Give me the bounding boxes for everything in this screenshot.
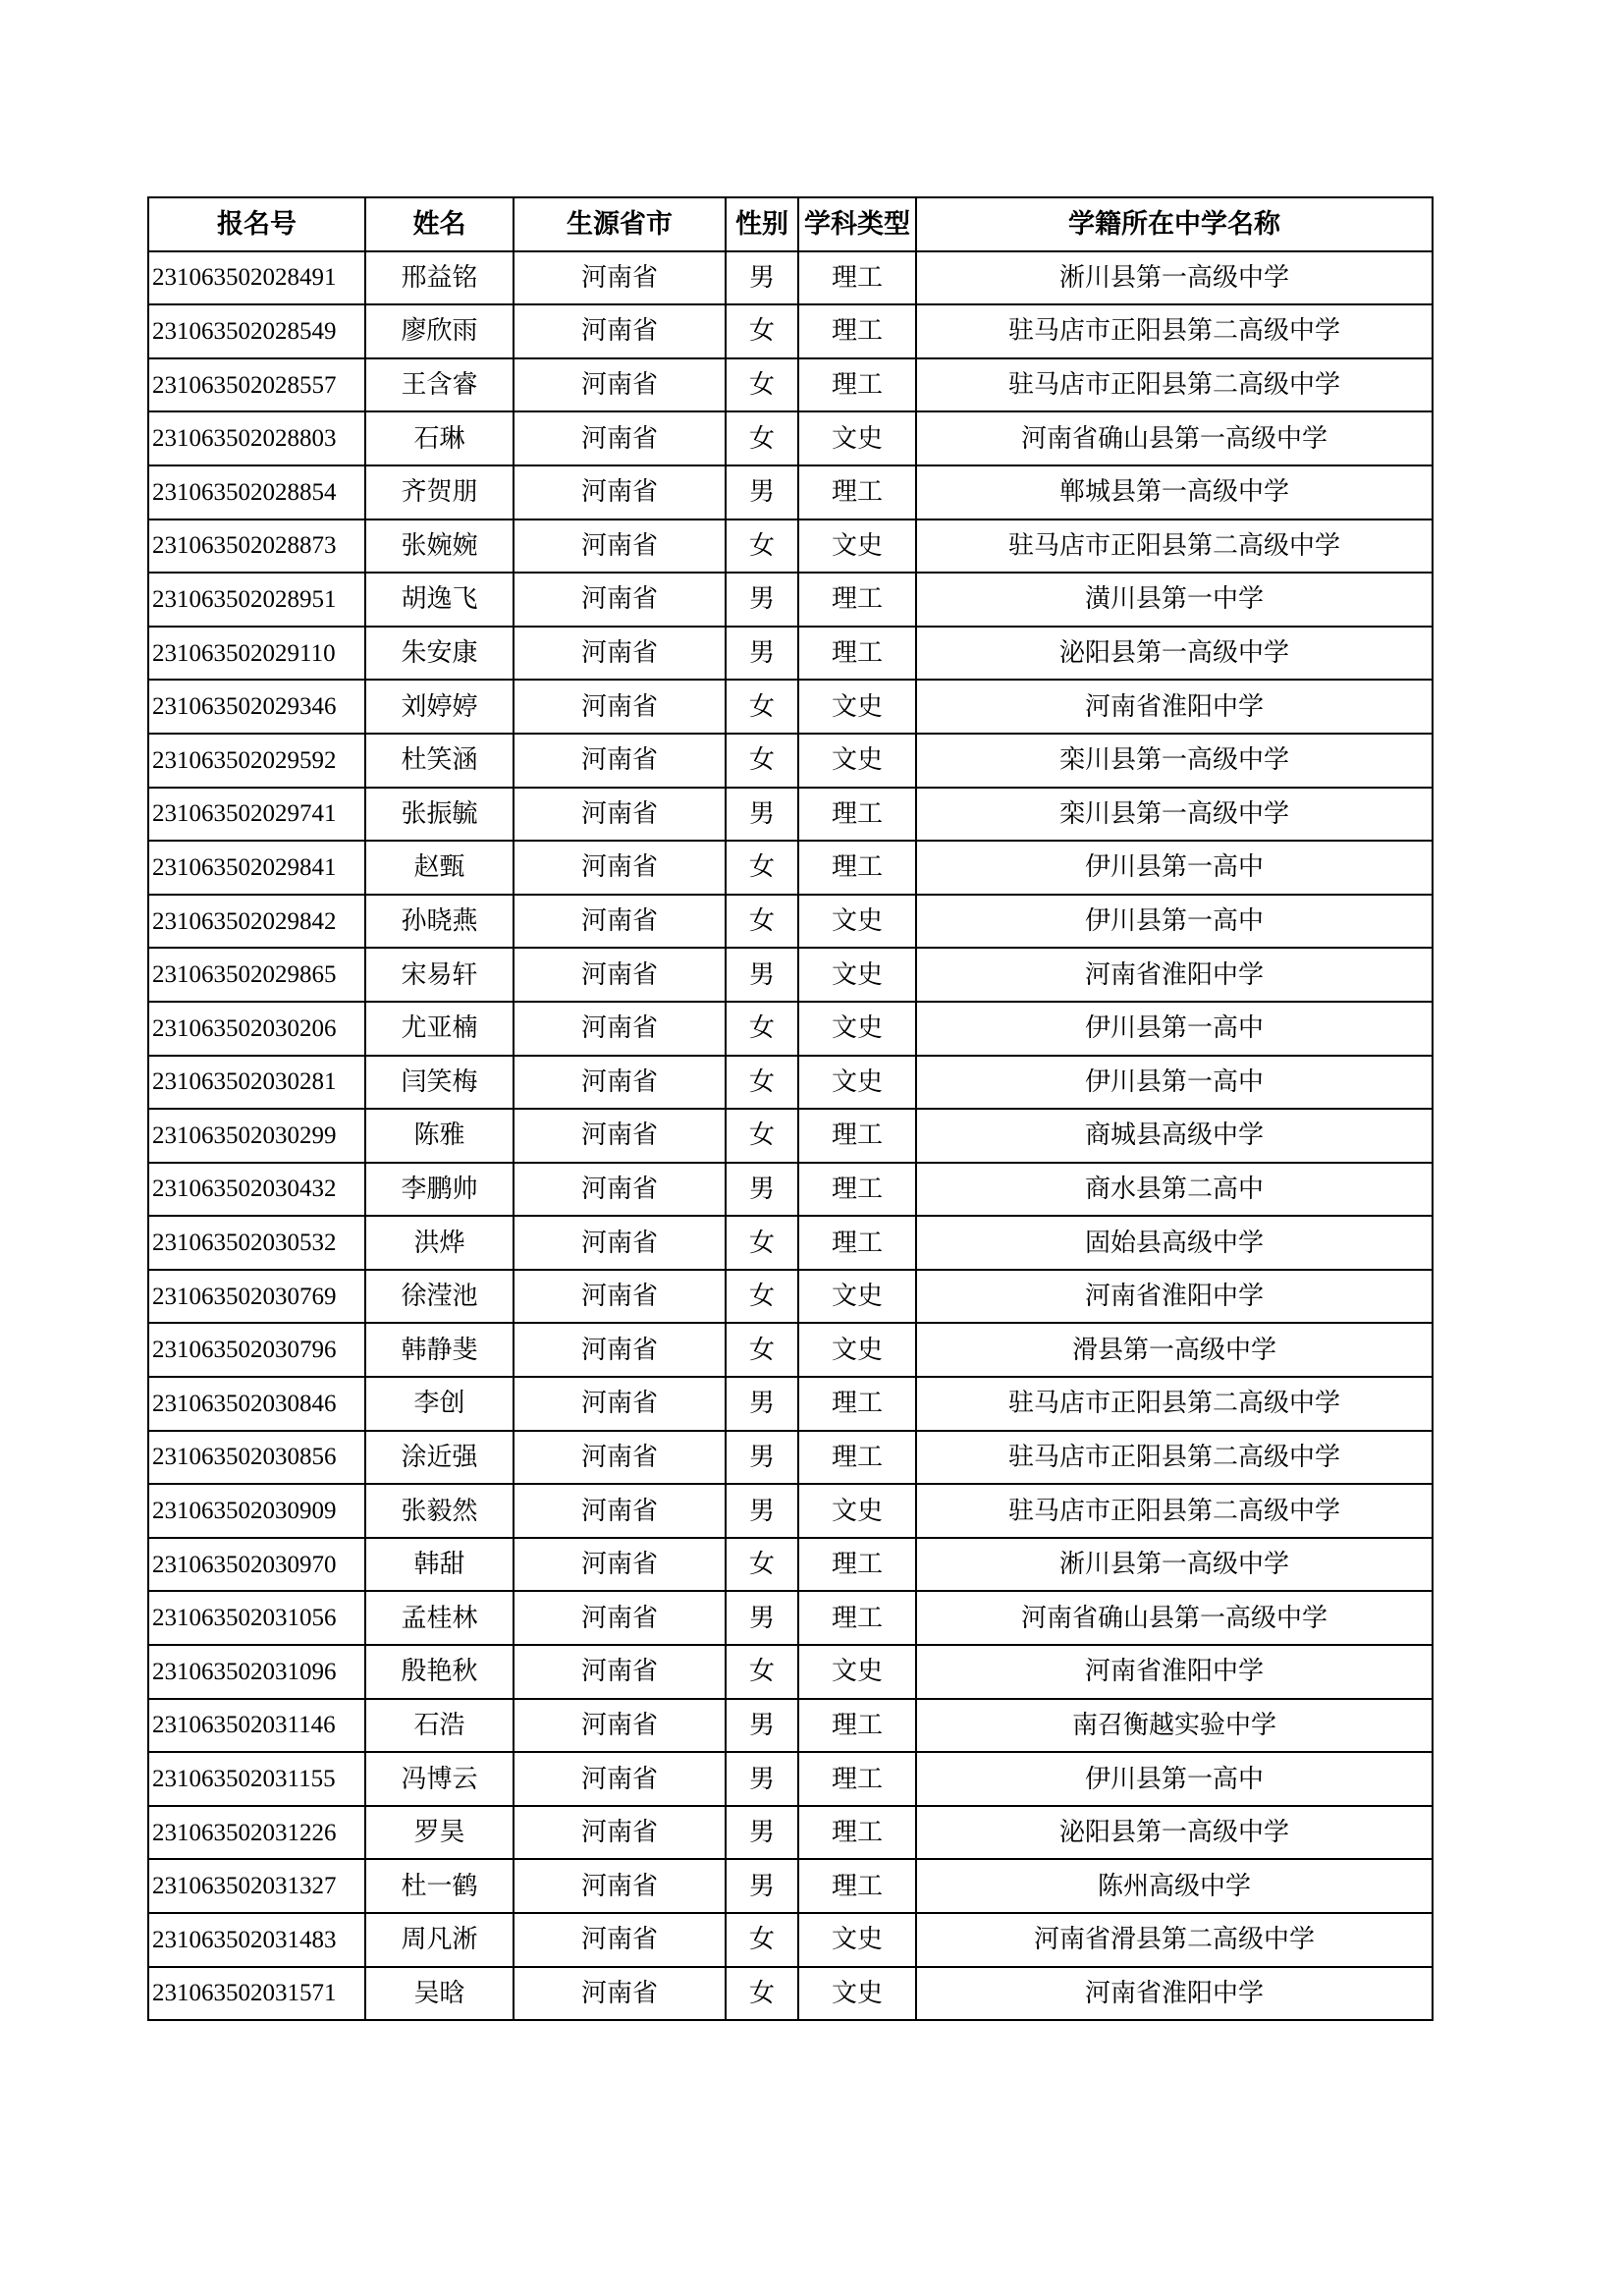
subject-type-cell: 理工: [798, 1377, 916, 1431]
student-name-cell: 冯博云: [365, 1752, 514, 1806]
high-school-cell: 商水县第二高中: [916, 1163, 1433, 1217]
subject-type-cell: 理工: [798, 1109, 916, 1163]
registration-number-cell: 231063502031571: [148, 1967, 365, 2021]
origin-province-cell: 河南省: [514, 680, 726, 734]
student-name-cell: 罗昊: [365, 1806, 514, 1860]
subject-type-cell: 理工: [798, 1699, 916, 1753]
origin-province-cell: 河南省: [514, 519, 726, 574]
subject-type-cell: 理工: [798, 1806, 916, 1860]
high-school-cell: 伊川县第一高中: [916, 895, 1433, 949]
registration-number-cell: 231063502030846: [148, 1377, 365, 1431]
high-school-cell: 河南省淮阳中学: [916, 948, 1433, 1002]
registration-number-cell: 231063502031096: [148, 1645, 365, 1699]
table-row: [148, 627, 1433, 681]
table-row: [148, 1484, 1433, 1538]
gender-cell: 男: [726, 1699, 798, 1753]
subject-type-cell: 理工: [798, 1859, 916, 1913]
subject-type-cell: 理工: [798, 841, 916, 895]
origin-province-cell: 河南省: [514, 1645, 726, 1699]
subject-type-cell: 理工: [798, 788, 916, 842]
table-row: [148, 1752, 1433, 1806]
table-row: [148, 573, 1433, 627]
gender-cell: 女: [726, 1967, 798, 2021]
origin-province-cell: 河南省: [514, 1484, 726, 1538]
subject-type-cell: 理工: [798, 1591, 916, 1645]
registration-number-cell: 231063502029842: [148, 895, 365, 949]
student-name-cell: 闫笑梅: [365, 1056, 514, 1110]
student-name-cell: 廖欣雨: [365, 304, 514, 358]
table-row: [148, 1859, 1433, 1913]
origin-province-cell: 河南省: [514, 1752, 726, 1806]
header-origin-province: 生源省市: [514, 197, 726, 251]
registration-number-cell: 231063502031155: [148, 1752, 365, 1806]
table-row: [148, 895, 1433, 949]
table-row: [148, 358, 1433, 412]
gender-cell: 女: [726, 1645, 798, 1699]
high-school-cell: 栾川县第一高级中学: [916, 788, 1433, 842]
subject-type-cell: 理工: [798, 1538, 916, 1592]
registration-number-cell: 231063502029110: [148, 627, 365, 681]
table-row: [148, 304, 1433, 358]
student-name-cell: 涂近强: [365, 1431, 514, 1485]
origin-province-cell: 河南省: [514, 1591, 726, 1645]
student-name-cell: 尤亚楠: [365, 1002, 514, 1056]
origin-province-cell: 河南省: [514, 1806, 726, 1860]
subject-type-cell: 文史: [798, 1323, 916, 1377]
student-name-cell: 张婉婉: [365, 519, 514, 574]
high-school-cell: 固始县高级中学: [916, 1216, 1433, 1270]
student-roster-table: [147, 196, 1434, 2021]
subject-type-cell: 理工: [798, 1431, 916, 1485]
registration-number-cell: 231063502030970: [148, 1538, 365, 1592]
student-name-cell: 周凡淅: [365, 1913, 514, 1967]
origin-province-cell: 河南省: [514, 1913, 726, 1967]
origin-province-cell: 河南省: [514, 788, 726, 842]
gender-cell: 女: [726, 1216, 798, 1270]
subject-type-cell: 文史: [798, 1913, 916, 1967]
table-row: [148, 1377, 1433, 1431]
gender-cell: 女: [726, 1538, 798, 1592]
student-name-cell: 洪烨: [365, 1216, 514, 1270]
origin-province-cell: 河南省: [514, 251, 726, 305]
high-school-cell: 伊川县第一高中: [916, 1002, 1433, 1056]
registration-number-cell: 231063502030299: [148, 1109, 365, 1163]
gender-cell: 男: [726, 1806, 798, 1860]
table-row: [148, 251, 1433, 305]
high-school-cell: 驻马店市正阳县第二高级中学: [916, 304, 1433, 358]
origin-province-cell: 河南省: [514, 1216, 726, 1270]
table-row: [148, 788, 1433, 842]
registration-number-cell: 231063502030532: [148, 1216, 365, 1270]
subject-type-cell: 理工: [798, 573, 916, 627]
student-name-cell: 陈雅: [365, 1109, 514, 1163]
high-school-cell: 驻马店市正阳县第二高级中学: [916, 1377, 1433, 1431]
registration-number-cell: 231063502031327: [148, 1859, 365, 1913]
gender-cell: 女: [726, 304, 798, 358]
header-high-school: 学籍所在中学名称: [916, 197, 1433, 251]
origin-province-cell: 河南省: [514, 627, 726, 681]
gender-cell: 女: [726, 358, 798, 412]
high-school-cell: 淅川县第一高级中学: [916, 251, 1433, 305]
registration-number-cell: 231063502030206: [148, 1002, 365, 1056]
subject-type-cell: 文史: [798, 680, 916, 734]
gender-cell: 男: [726, 251, 798, 305]
high-school-cell: 河南省淮阳中学: [916, 1967, 1433, 2021]
origin-province-cell: 河南省: [514, 304, 726, 358]
subject-type-cell: 文史: [798, 519, 916, 574]
gender-cell: 男: [726, 1591, 798, 1645]
high-school-cell: 郸城县第一高级中学: [916, 465, 1433, 519]
subject-type-cell: 理工: [798, 1752, 916, 1806]
table-row: [148, 841, 1433, 895]
origin-province-cell: 河南省: [514, 895, 726, 949]
table-row: [148, 1967, 1433, 2021]
student-name-cell: 石琳: [365, 411, 514, 465]
origin-province-cell: 河南省: [514, 841, 726, 895]
student-name-cell: 吴晗: [365, 1967, 514, 2021]
gender-cell: 女: [726, 519, 798, 574]
subject-type-cell: 文史: [798, 1484, 916, 1538]
table-row: [148, 1538, 1433, 1592]
origin-province-cell: 河南省: [514, 734, 726, 788]
origin-province-cell: 河南省: [514, 1699, 726, 1753]
student-name-cell: 殷艳秋: [365, 1645, 514, 1699]
high-school-cell: 河南省淮阳中学: [916, 1270, 1433, 1324]
gender-cell: 男: [726, 1752, 798, 1806]
high-school-cell: 伊川县第一高中: [916, 841, 1433, 895]
subject-type-cell: 理工: [798, 627, 916, 681]
subject-type-cell: 文史: [798, 1967, 916, 2021]
subject-type-cell: 文史: [798, 948, 916, 1002]
subject-type-cell: 理工: [798, 358, 916, 412]
table-row: [148, 1913, 1433, 1967]
high-school-cell: 伊川县第一高中: [916, 1752, 1433, 1806]
student-name-cell: 宋易轩: [365, 948, 514, 1002]
registration-number-cell: 231063502030281: [148, 1056, 365, 1110]
high-school-cell: 驻马店市正阳县第二高级中学: [916, 1431, 1433, 1485]
table-row: [148, 1216, 1433, 1270]
high-school-cell: 河南省确山县第一高级中学: [916, 1591, 1433, 1645]
gender-cell: 女: [726, 895, 798, 949]
student-name-cell: 赵甄: [365, 841, 514, 895]
high-school-cell: 驻马店市正阳县第二高级中学: [916, 358, 1433, 412]
gender-cell: 男: [726, 573, 798, 627]
origin-province-cell: 河南省: [514, 948, 726, 1002]
registration-number-cell: 231063502028491: [148, 251, 365, 305]
high-school-cell: 栾川县第一高级中学: [916, 734, 1433, 788]
table-row: [148, 465, 1433, 519]
high-school-cell: 陈州高级中学: [916, 1859, 1433, 1913]
origin-province-cell: 河南省: [514, 358, 726, 412]
gender-cell: 女: [726, 1913, 798, 1967]
origin-province-cell: 河南省: [514, 1056, 726, 1110]
gender-cell: 女: [726, 1109, 798, 1163]
high-school-cell: 驻马店市正阳县第二高级中学: [916, 519, 1433, 574]
origin-province-cell: 河南省: [514, 1538, 726, 1592]
gender-cell: 女: [726, 1323, 798, 1377]
registration-number-cell: 231063502030769: [148, 1270, 365, 1324]
registration-number-cell: 231063502029592: [148, 734, 365, 788]
registration-number-cell: 231063502029841: [148, 841, 365, 895]
high-school-cell: 河南省淮阳中学: [916, 680, 1433, 734]
student-name-cell: 徐滢池: [365, 1270, 514, 1324]
gender-cell: 男: [726, 1377, 798, 1431]
registration-number-cell: 231063502028803: [148, 411, 365, 465]
gender-cell: 女: [726, 1056, 798, 1110]
origin-province-cell: 河南省: [514, 465, 726, 519]
gender-cell: 女: [726, 841, 798, 895]
gender-cell: 男: [726, 1163, 798, 1217]
registration-number-cell: 231063502030796: [148, 1323, 365, 1377]
table-row: [148, 519, 1433, 574]
header-gender: 性别: [726, 197, 798, 251]
registration-number-cell: 231063502030432: [148, 1163, 365, 1217]
table-row: [148, 1109, 1433, 1163]
subject-type-cell: 理工: [798, 1163, 916, 1217]
table-row: [148, 948, 1433, 1002]
subject-type-cell: 文史: [798, 1002, 916, 1056]
high-school-cell: 泌阳县第一高级中学: [916, 1806, 1433, 1860]
student-name-cell: 李鹏帅: [365, 1163, 514, 1217]
gender-cell: 女: [726, 1270, 798, 1324]
registration-number-cell: 231063502031483: [148, 1913, 365, 1967]
student-name-cell: 王含睿: [365, 358, 514, 412]
table-row: [148, 411, 1433, 465]
origin-province-cell: 河南省: [514, 1109, 726, 1163]
registration-number-cell: 231063502028854: [148, 465, 365, 519]
student-name-cell: 邢益铭: [365, 251, 514, 305]
high-school-cell: 河南省淮阳中学: [916, 1645, 1433, 1699]
header-name: 姓名: [365, 197, 514, 251]
registration-number-cell: 231063502028549: [148, 304, 365, 358]
registration-number-cell: 231063502031226: [148, 1806, 365, 1860]
table-row: [148, 1002, 1433, 1056]
table-header: [148, 197, 1433, 251]
registration-number-cell: 231063502030856: [148, 1431, 365, 1485]
table-row: [148, 1431, 1433, 1485]
origin-province-cell: 河南省: [514, 1002, 726, 1056]
origin-province-cell: 河南省: [514, 1859, 726, 1913]
table-row: [148, 1699, 1433, 1753]
student-name-cell: 杜笑涵: [365, 734, 514, 788]
subject-type-cell: 文史: [798, 895, 916, 949]
high-school-cell: 滑县第一高级中学: [916, 1323, 1433, 1377]
gender-cell: 男: [726, 465, 798, 519]
header-subject-type: 学科类型: [798, 197, 916, 251]
high-school-cell: 淅川县第一高级中学: [916, 1538, 1433, 1592]
student-name-cell: 胡逸飞: [365, 573, 514, 627]
student-name-cell: 韩静斐: [365, 1323, 514, 1377]
student-name-cell: 张毅然: [365, 1484, 514, 1538]
gender-cell: 男: [726, 948, 798, 1002]
student-name-cell: 韩甜: [365, 1538, 514, 1592]
registration-number-cell: 231063502029346: [148, 680, 365, 734]
student-name-cell: 朱安康: [365, 627, 514, 681]
high-school-cell: 泌阳县第一高级中学: [916, 627, 1433, 681]
origin-province-cell: 河南省: [514, 1431, 726, 1485]
table-row: [148, 734, 1433, 788]
header-row: [148, 197, 1433, 251]
student-name-cell: 杜一鹤: [365, 1859, 514, 1913]
table-row: [148, 680, 1433, 734]
registration-number-cell: 231063502028557: [148, 358, 365, 412]
subject-type-cell: 文史: [798, 411, 916, 465]
subject-type-cell: 文史: [798, 734, 916, 788]
high-school-cell: 伊川县第一高中: [916, 1056, 1433, 1110]
origin-province-cell: 河南省: [514, 1270, 726, 1324]
origin-province-cell: 河南省: [514, 1323, 726, 1377]
origin-province-cell: 河南省: [514, 1163, 726, 1217]
registration-number-cell: 231063502028873: [148, 519, 365, 574]
student-name-cell: 刘婷婷: [365, 680, 514, 734]
student-name-cell: 李创: [365, 1377, 514, 1431]
student-name-cell: 齐贺朋: [365, 465, 514, 519]
table-row: [148, 1645, 1433, 1699]
student-name-cell: 孟桂林: [365, 1591, 514, 1645]
gender-cell: 女: [726, 734, 798, 788]
high-school-cell: 商城县高级中学: [916, 1109, 1433, 1163]
table-row: [148, 1270, 1433, 1324]
subject-type-cell: 理工: [798, 1216, 916, 1270]
high-school-cell: 河南省滑县第二高级中学: [916, 1913, 1433, 1967]
subject-type-cell: 文史: [798, 1056, 916, 1110]
gender-cell: 男: [726, 627, 798, 681]
gender-cell: 男: [726, 788, 798, 842]
registration-number-cell: 231063502031056: [148, 1591, 365, 1645]
registration-number-cell: 231063502029865: [148, 948, 365, 1002]
registration-number-cell: 231063502029741: [148, 788, 365, 842]
student-name-cell: 张振毓: [365, 788, 514, 842]
subject-type-cell: 理工: [798, 251, 916, 305]
gender-cell: 男: [726, 1859, 798, 1913]
high-school-cell: 河南省确山县第一高级中学: [916, 411, 1433, 465]
gender-cell: 女: [726, 1002, 798, 1056]
table-row: [148, 1591, 1433, 1645]
gender-cell: 女: [726, 411, 798, 465]
subject-type-cell: 理工: [798, 304, 916, 358]
origin-province-cell: 河南省: [514, 411, 726, 465]
subject-type-cell: 文史: [798, 1645, 916, 1699]
header-registration-number: 报名号: [148, 197, 365, 251]
registration-number-cell: 231063502030909: [148, 1484, 365, 1538]
table-body: [148, 251, 1433, 2021]
gender-cell: 男: [726, 1484, 798, 1538]
origin-province-cell: 河南省: [514, 1377, 726, 1431]
registration-number-cell: 231063502028951: [148, 573, 365, 627]
origin-province-cell: 河南省: [514, 573, 726, 627]
gender-cell: 女: [726, 680, 798, 734]
table-row: [148, 1323, 1433, 1377]
subject-type-cell: 文史: [798, 1270, 916, 1324]
student-name-cell: 石浩: [365, 1699, 514, 1753]
high-school-cell: 驻马店市正阳县第二高级中学: [916, 1484, 1433, 1538]
table-row: [148, 1056, 1433, 1110]
gender-cell: 男: [726, 1431, 798, 1485]
table-row: [148, 1806, 1433, 1860]
subject-type-cell: 理工: [798, 465, 916, 519]
high-school-cell: 南召衡越实验中学: [916, 1699, 1433, 1753]
registration-number-cell: 231063502031146: [148, 1699, 365, 1753]
table-row: [148, 1163, 1433, 1217]
student-name-cell: 孙晓燕: [365, 895, 514, 949]
high-school-cell: 潢川县第一中学: [916, 573, 1433, 627]
origin-province-cell: 河南省: [514, 1967, 726, 2021]
